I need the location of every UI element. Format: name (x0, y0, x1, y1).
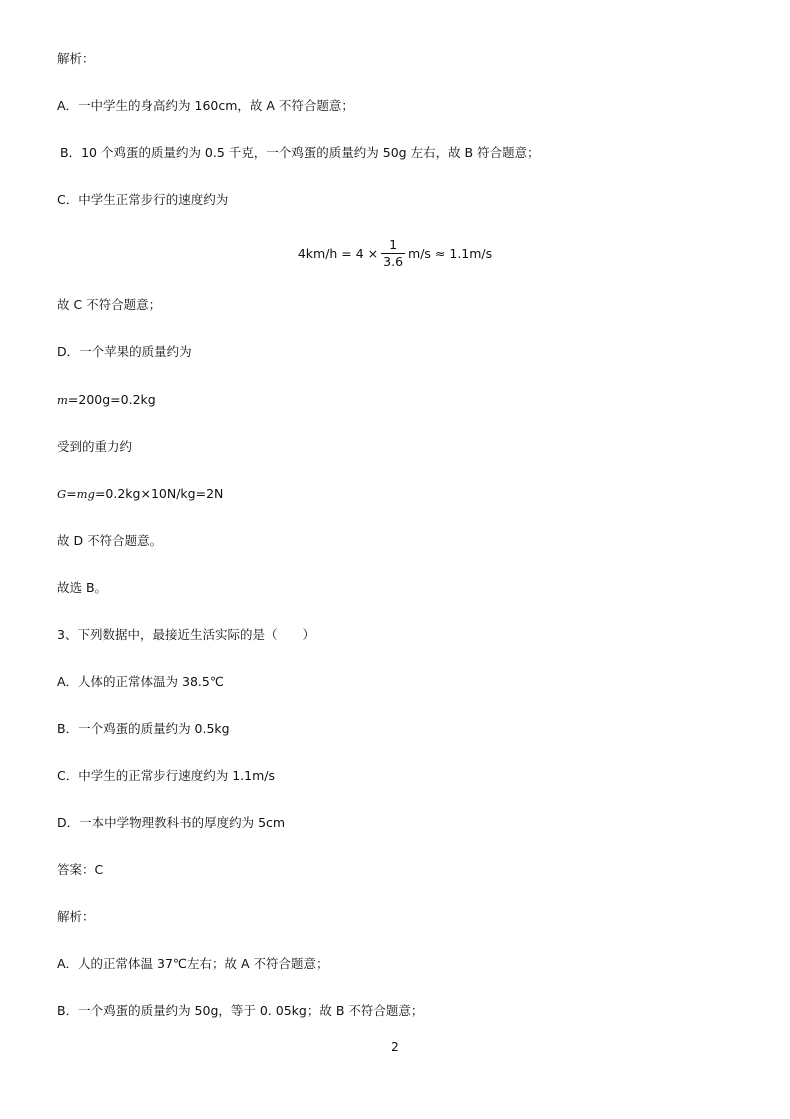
mg-variable: mg (76, 487, 95, 501)
analysis-option-a: A．人的正常体温 37℃左右；故 A 不符合题意； (57, 956, 329, 971)
fraction-denominator: 3.6 (383, 254, 404, 269)
question-3-stem: 3、下列数据中，最接近生活实际的是（ ） (57, 627, 315, 642)
question-3-option-d: D．一本中学物理教科书的厚度约为 5cm (57, 815, 286, 830)
formula-lhs: 4km/h = 4 × (297, 246, 379, 261)
question-3-option-a: A．人体的正常体温为 38.5℃ (57, 674, 224, 689)
line-option-a-height: A．一中学生的身高约为 160cm，故 A 不符合题意； (57, 98, 354, 113)
question-3-answer: 答案：C (57, 862, 104, 877)
line-analysis-heading-1: 解析： (57, 51, 95, 66)
fraction-numerator: 1 (389, 237, 398, 252)
page-number: 2 (391, 1040, 399, 1054)
line-option-d-apple: D．一个苹果的质量约为 (57, 344, 192, 359)
formula-rhs: m/s ≈ 1.1m/s (408, 246, 493, 261)
line-gravity-equation (57, 486, 223, 502)
line-final-choice: 故选 B。 (57, 580, 108, 595)
analysis-option-b: B．一个鸡蛋的质量约为 50g，等于 0. 05kg；故 B 不符合题意； (57, 1003, 424, 1018)
line-option-b-eggs: B．10 个鸡蛋的质量约为 0.5 千克，一个鸡蛋的质量约为 50g 左右，故 B 符合题意； (60, 145, 540, 160)
mass-variable: m (57, 393, 68, 407)
line-option-c-speed: C．中学生正常步行的速度约为 (57, 192, 229, 207)
question-3-option-b: B．一个鸡蛋的质量约为 0.5kg (57, 721, 230, 736)
question-3-option-c: C．中学生的正常步行速度约为 1.1m/s (57, 768, 275, 783)
speed-formula (0, 238, 790, 269)
mass-value: =200g=0.2kg (67, 392, 156, 407)
line-gravity-intro: 受到的重力约 (57, 439, 133, 454)
line-mass-equation (57, 392, 156, 408)
formula-fraction (381, 238, 405, 269)
line-analysis-heading-2: 解析： (57, 909, 95, 924)
line-c-conclusion: 故 C 不符合题意； (57, 297, 162, 312)
gravity-variable: G (57, 487, 67, 501)
line-d-conclusion: 故 D 不符合题意。 (57, 533, 163, 548)
gravity-equals: = (66, 486, 77, 501)
gravity-value: =0.2kg×10N/kg=2N (94, 486, 224, 501)
